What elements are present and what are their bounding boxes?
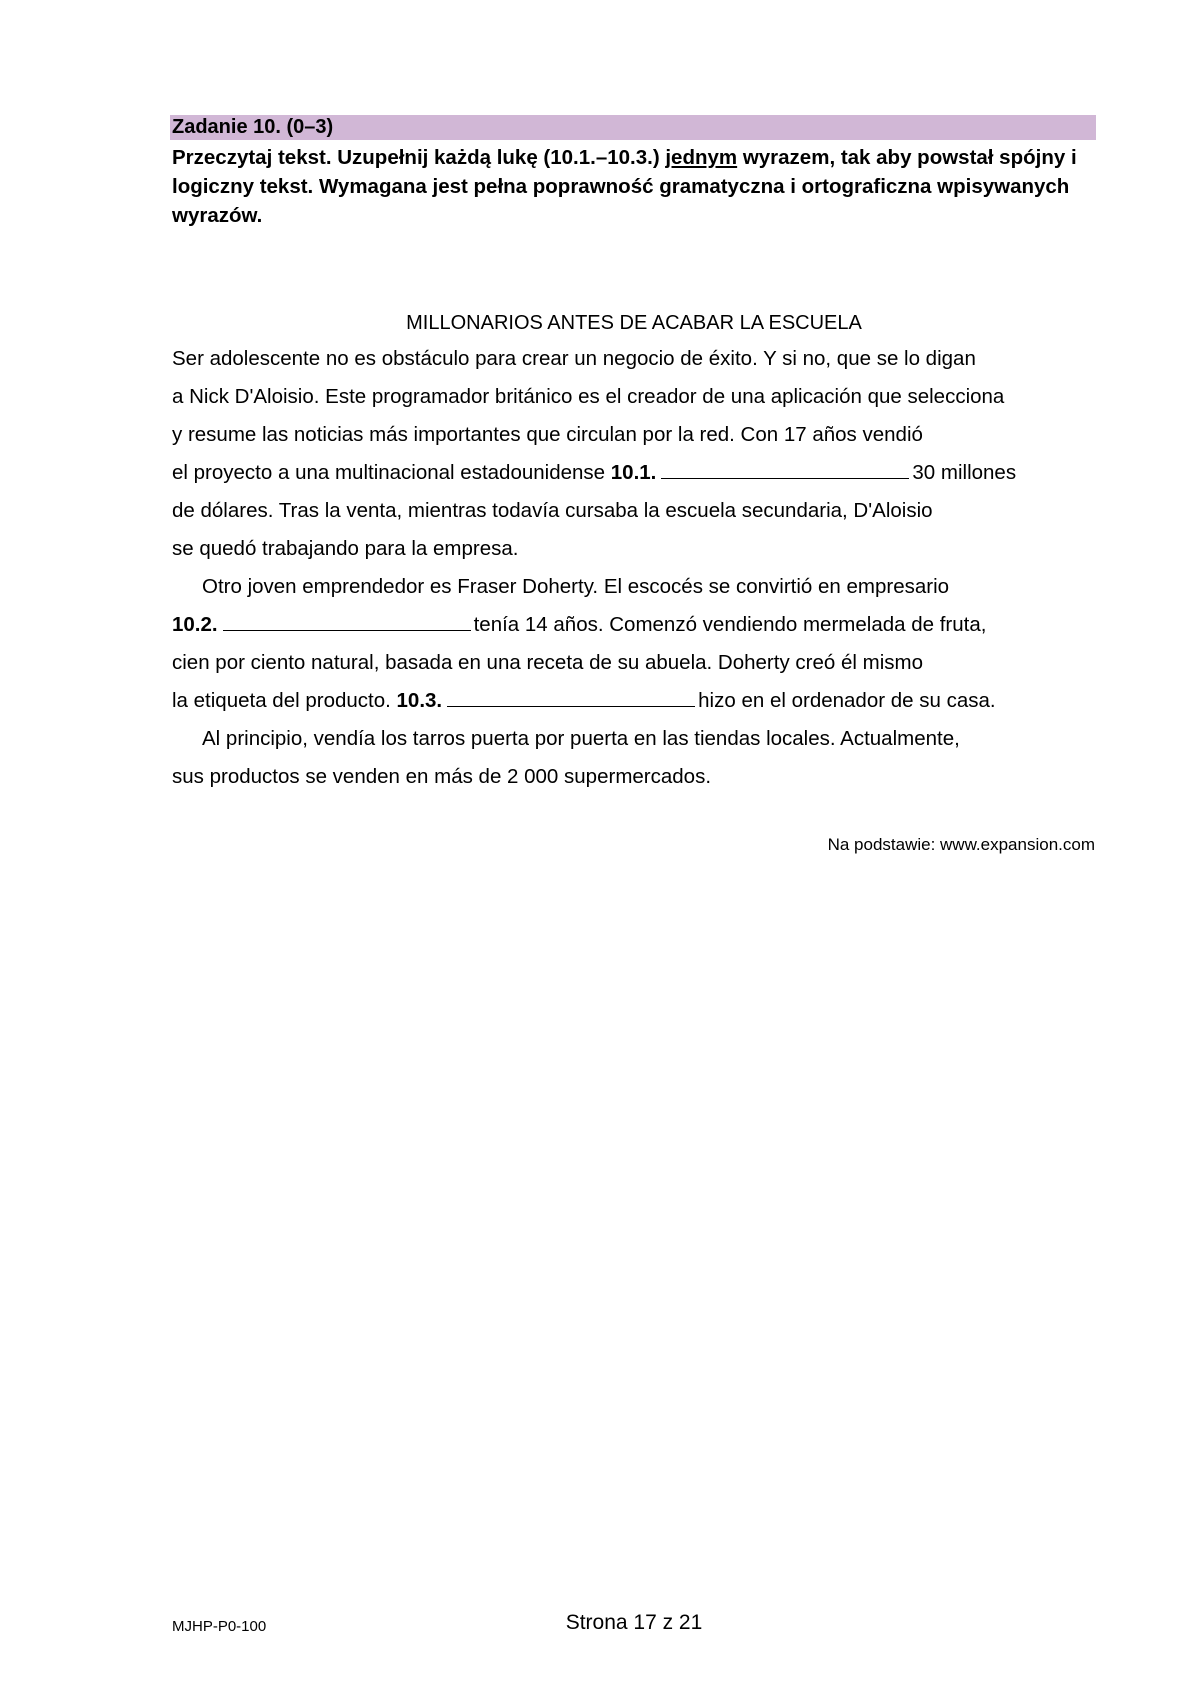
article-line: sus productos se venden en más de 2 000 supermercados. [172,765,712,788]
task-instruction [172,143,1096,230]
article-line: Ser adolescente no es obstáculo para crear un negocio de éxito. Y si no, que se lo digan [172,347,976,370]
article-line: Otro joven emprendedor es Fraser Doherty. El escocés se convirtió en empresario [202,575,950,598]
instruction-emphasis: jednym [665,146,738,169]
article-text: la etiqueta del producto. [172,689,397,712]
source-citation: Na podstawie: www.expansion.com [827,835,1095,854]
gap-number-10-3: 10.3. [396,689,443,712]
gap-10-3-blank[interactable] [447,688,695,707]
article-text: tenía 14 años. Comenzó vendiendo mermelada de fruta, [473,613,987,636]
article-title: MILLONARIOS ANTES DE ACABAR LA ESCUELA [406,312,862,334]
page-number: Strona 17 z 21 [565,1611,703,1634]
instruction-text: Przeczytaj tekst. Uzupełnij każdą lukę (10.1.–10.3.) [172,146,666,169]
article-line: cien por ciento natural, basada en una receta de su abuela. Doherty creó él mismo [172,651,923,674]
exam-code: MJHP-P0-100 [172,1618,267,1635]
article-line: se quedó trabajando para la empresa. [172,537,519,560]
gap-10-2-blank[interactable] [223,612,471,631]
article-line-gap-1 [172,459,1016,487]
article-line: de dólares. Tras la venta, mientras todavía cursaba la escuela secundaria, D'Aloisio [172,499,933,522]
article-text: hizo en el ordenador de su casa. [698,689,996,712]
article-text: el proyecto a una multinacional estadounidense [172,461,611,484]
gap-number-10-2: 10.2. [172,613,218,636]
article-text: 30 millones [912,461,1017,484]
gap-number-10-1: 10.1. [610,461,657,484]
article-line: a Nick D'Aloisio. Este programador británico es el creador de una aplicación que selecciona [172,385,1005,408]
article-line: Al principio, vendía los tarros puerta por puerta en las tiendas locales. Actualmente, [202,727,960,750]
task-header: Zadanie 10. (0–3) [170,115,1096,140]
article-line-gap-2 [172,611,986,639]
instruction-text-continued: wyrazem, tak aby powstał spójny i logiczny tekst. Wymagana jest pełna poprawność gramatyczna i ortograficzna wpisywanych wyrazów. [172,146,1077,227]
article-line: y resume las noticias más importantes que circulan por la red. Con 17 años vendió [172,423,923,446]
article-line-gap-3 [172,687,996,715]
gap-10-1-blank[interactable] [661,460,909,479]
